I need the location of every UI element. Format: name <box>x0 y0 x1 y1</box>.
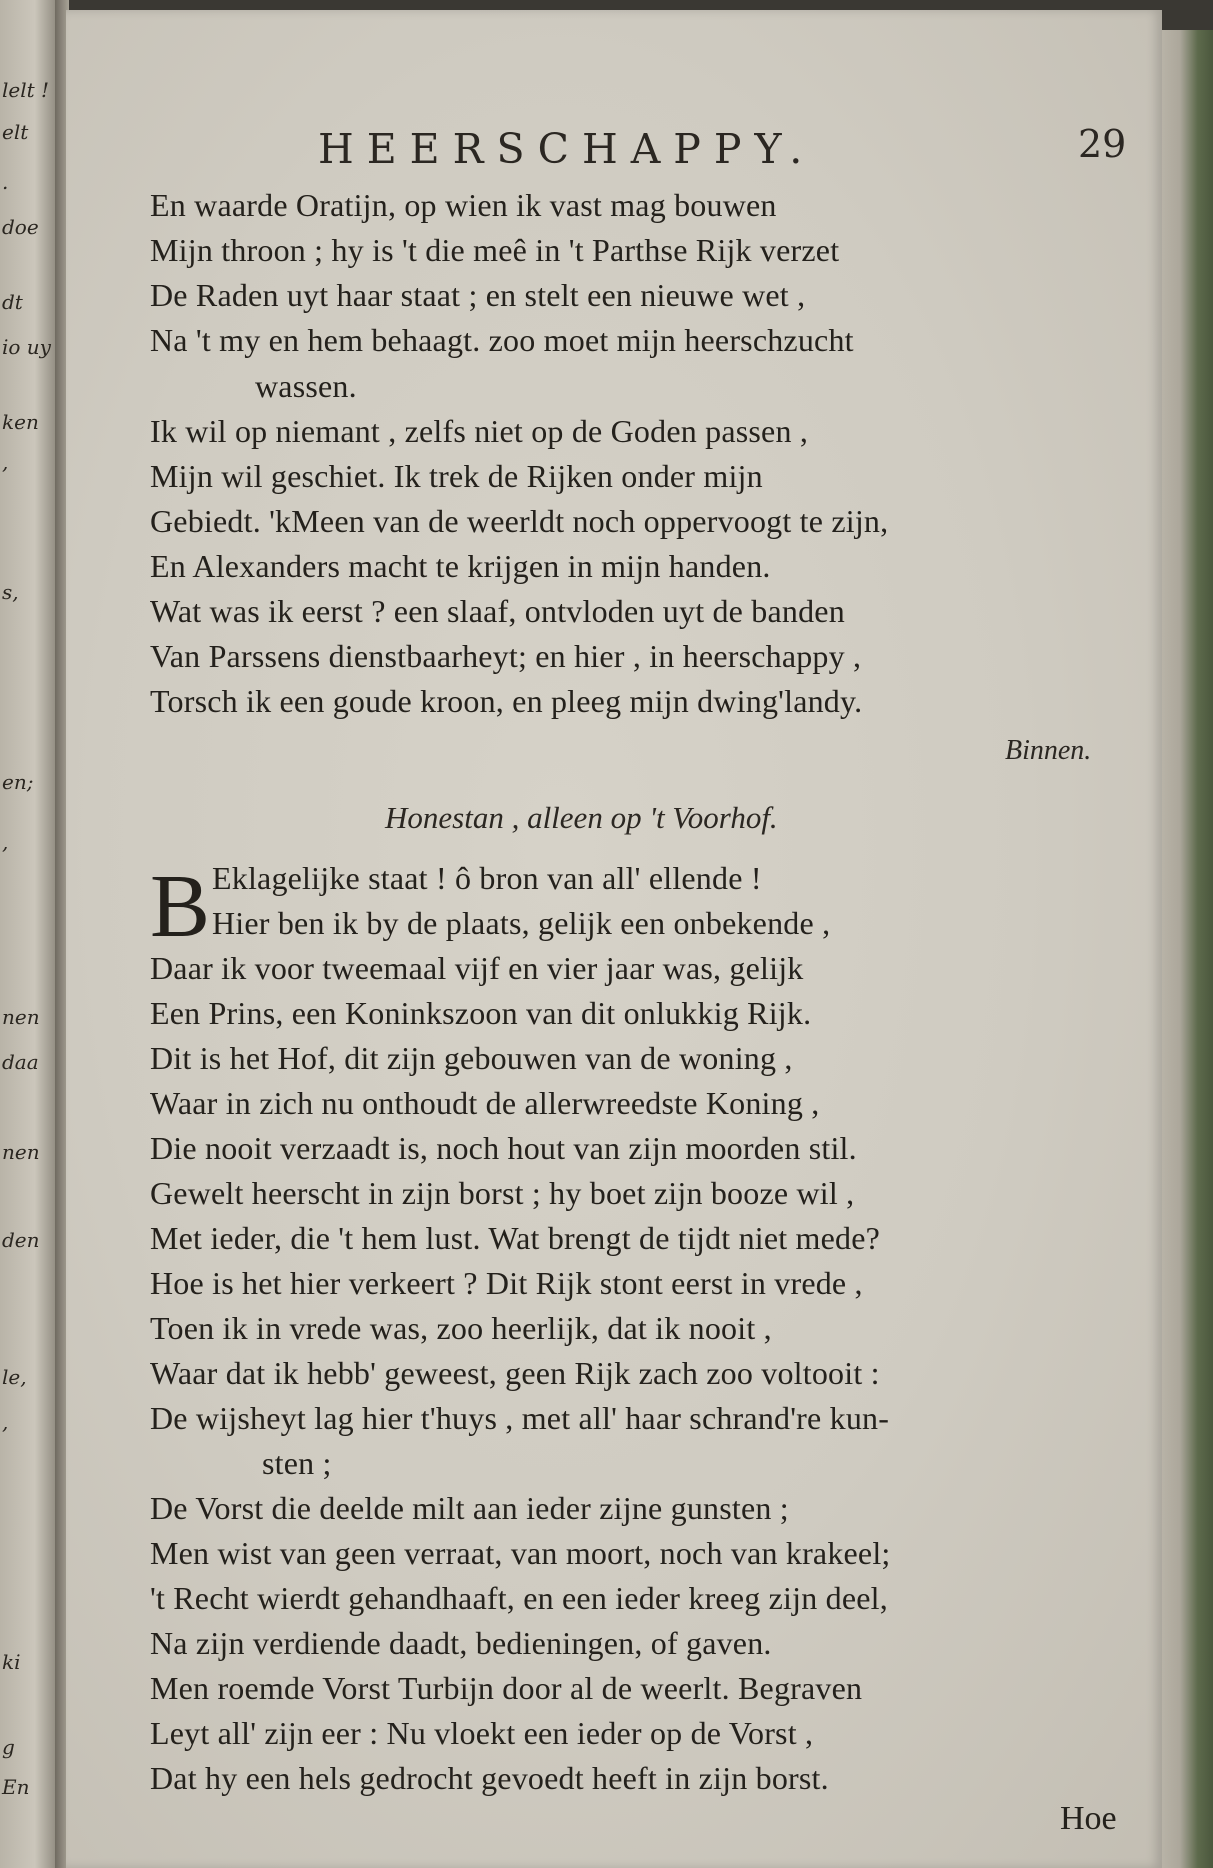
facing-page-fragment: ken <box>2 410 39 434</box>
facing-page-fragment: , <box>2 1410 9 1434</box>
facing-page-fragment: nen <box>2 1140 40 1164</box>
verse-line: 't Recht wierdt gehandhaaft, en een ieder kreeg zijn deel, <box>150 1580 888 1616</box>
facing-page-fragment: ki <box>2 1650 21 1674</box>
facing-page-fragment: daa <box>2 1050 39 1074</box>
verse-line: Eklagelijke staat ! ô bron van all' ellende ! <box>212 860 762 896</box>
facing-page-fragment: dt <box>2 290 23 314</box>
verse-line: Ik wil op niemant , zelfs niet op de Goden passen , <box>150 413 809 449</box>
verse-line: Gebiedt. 'kMeen van de weerldt noch oppervoogt te zijn, <box>150 503 889 539</box>
verse-line: Een Prins, een Koninkszoon van dit onlukkig Rijk. <box>150 995 812 1031</box>
verse-line: Na zijn verdiende daadt, bedieningen, of gaven. <box>150 1625 772 1661</box>
facing-page-fragment: elt <box>2 120 29 144</box>
verse-line: Mijn wil geschiet. Ik trek de Rijken onder mijn <box>150 458 763 494</box>
verse-line: Met ieder, die 't hem lust. Wat brengt de tijdt niet mede? <box>150 1220 881 1256</box>
verse-line: Waar in zich nu onthoudt de allerwreedste Koning , <box>150 1085 820 1121</box>
page-number: 29 <box>1078 122 1127 166</box>
verse-line: Dit is het Hof, dit zijn gebouwen van de woning , <box>150 1040 793 1076</box>
facing-page-fragment: en; <box>2 770 34 794</box>
facing-page-fragment: g <box>2 1735 15 1759</box>
facing-page-fragment: doe <box>2 215 39 239</box>
running-head: HEERSCHAPPY. <box>318 125 816 173</box>
verse-line: Die nooit verzaadt is, noch hout van zijn moorden stil. <box>150 1130 857 1166</box>
facing-page-fragment: s, <box>2 580 19 604</box>
facing-page-fragment: le, <box>2 1365 27 1389</box>
verse-line: Van Parssens dienstbaarheyt; en hier , in heerschappy , <box>150 638 862 674</box>
verse-line: Waar dat ik hebb' geweest, geen Rijk zach zoo voltooit : <box>150 1355 880 1391</box>
verse-line-continuation: sten ; <box>262 1445 332 1481</box>
drop-initial: B <box>150 857 211 956</box>
scene-heading: Honestan , alleen op 't Voorhof. <box>385 800 778 835</box>
facing-page-fragment: nen <box>2 1005 40 1029</box>
verse-line: De Vorst die deelde milt aan ieder zijne gunsten ; <box>150 1490 789 1526</box>
book-cover-edge <box>1162 30 1213 1868</box>
facing-page-fragment: den <box>2 1228 40 1252</box>
catchword: Hoe <box>1060 1800 1117 1837</box>
verse-line: Men wist van geen verraat, van moort, noch van krakeel; <box>150 1535 891 1571</box>
facing-page-fragment: io uy <box>2 335 51 359</box>
verse-line: Torsch ik een goude kroon, en pleeg mijn dwing'landy. <box>150 683 863 719</box>
verse-line: Na 't my en hem behaagt. zoo moet mijn heerschzucht <box>150 322 854 358</box>
facing-page-fragment: En <box>2 1775 30 1799</box>
facing-page-fragment: , <box>2 830 9 854</box>
facing-page-edge <box>0 0 58 1868</box>
verse-line: Gewelt heerscht in zijn borst ; hy boet zijn booze wil , <box>150 1175 855 1211</box>
facing-page-fragment: , <box>2 450 9 474</box>
stage-direction: Binnen. <box>1005 735 1092 766</box>
verse-line: De wijsheyt lag hier t'huys , met all' haar schrand're kun- <box>150 1400 890 1436</box>
verse-line: En waarde Oratijn, op wien ik vast mag bouwen <box>150 187 777 223</box>
verse-line: De Raden uyt haar staat ; en stelt een nieuwe wet , <box>150 277 806 313</box>
verse-line: Toen ik in vrede was, zoo heerlijk, dat ik nooit , <box>150 1310 772 1346</box>
verse-line: Leyt all' zijn eer : Nu vloekt een ieder op de Vorst , <box>150 1715 814 1751</box>
verse-line: Mijn throon ; hy is 't die meê in 't Parthse Rijk verzet <box>150 232 840 268</box>
verse-line: Dat hy een hels gedrocht gevoedt heeft in zijn borst. <box>150 1760 829 1796</box>
verse-line-continuation: wassen. <box>255 368 357 404</box>
verse-line: Hoe is het hier verkeert ? Dit Rijk stont eerst in vrede , <box>150 1265 863 1301</box>
facing-page-fragment: . <box>2 170 9 194</box>
verse-line: En Alexanders macht te krijgen in mijn handen. <box>150 548 771 584</box>
verse-line: Daar ik voor tweemaal vijf en vier jaar was, gelijk <box>150 950 804 986</box>
verse-line: Hier ben ik by de plaats, gelijk een onbekende , <box>212 905 831 941</box>
verse-line: Men roemde Vorst Turbijn door al de weerlt. Begraven <box>150 1670 863 1706</box>
facing-page-fragment: lelt ! <box>2 78 50 102</box>
verse-line: Wat was ik eerst ? een slaaf, ontvloden uyt de banden <box>150 593 845 629</box>
